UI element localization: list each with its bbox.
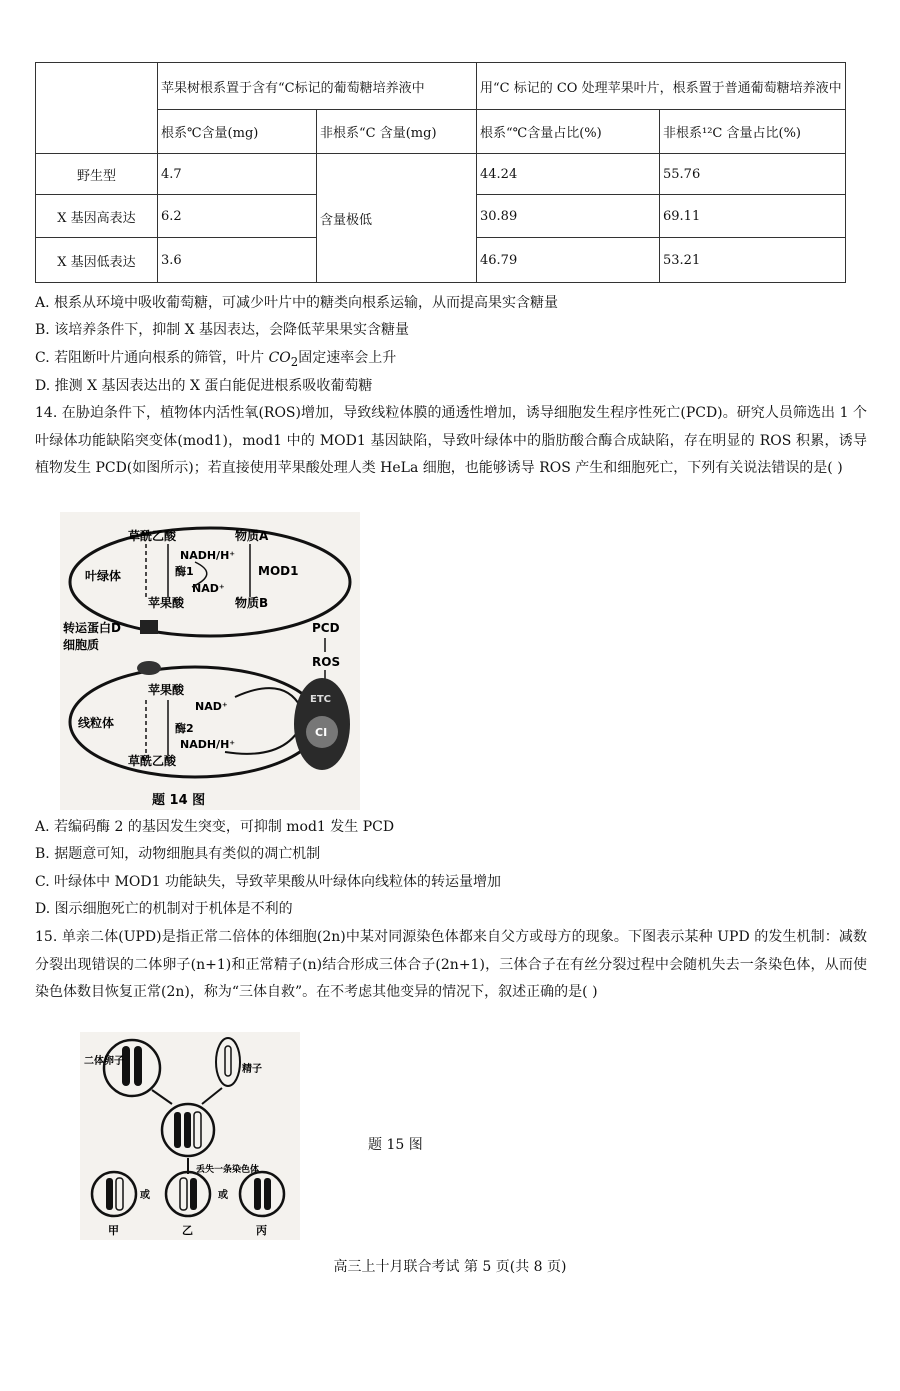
experiment-table: [35, 62, 846, 283]
q15-stem: 15. 单亲二体(UPD)是指正常二倍体的体细胞(2n)中某对同源染色体都来自父方或母方的现象。下图表示某种 UPD 的发生机制：减数分裂出现错误的二体卵子(n+1)和正常精子(n)结合形成三体合子(2n+1)，三体合子在有丝分裂过程中会随机失去一条染色体，从而使染色体数目恢复正常(2n)，称为“三体自救”。在不考虑其他变异的情况下，叙述正确的是( ): [35, 929, 867, 1000]
fig15-jia: 甲: [108, 1224, 119, 1237]
fig14-enzyme-2: 酶2: [175, 722, 194, 735]
egg-cell: [104, 1040, 160, 1096]
row-label: X 基因低表达: [36, 238, 158, 283]
cell: 30.89: [477, 195, 660, 238]
fig15-caption: 题 15 图: [368, 1137, 423, 1153]
q14-option-c: C. 叶绿体中 MOD1 功能缺失，导致苹果酸从叶绿体向线粒体的转运量增加: [35, 874, 501, 890]
arrow-sperm: [202, 1088, 222, 1104]
bing-chromosome-2: [264, 1178, 271, 1210]
arrow-curved-2: [225, 688, 305, 754]
cell: 6.2: [158, 195, 317, 238]
zygote-chromosome-3: [194, 1112, 201, 1148]
zygote-chromosome-2: [184, 1112, 191, 1148]
transporter-d-box: [140, 620, 158, 634]
page-footer: 高三上十月联合考试 第 5 页(共 8 页): [333, 1259, 567, 1275]
table-row: [36, 154, 846, 195]
fig15-lose-label: 丢失一条染色体: [196, 1165, 260, 1175]
sperm-chromosome: [225, 1046, 231, 1076]
fig14-mito-label: 线粒体: [78, 716, 115, 730]
fig14-enzyme-1: 酶1: [175, 565, 194, 578]
jia-chromosome-1: [106, 1178, 113, 1210]
fig14-nadh-1: NADH/H⁺: [180, 549, 236, 562]
q13-option-c-text: C. 若阻断叶片通向根系的筛管，叶片: [35, 350, 269, 366]
fig15-or-1: 或: [140, 1190, 150, 1201]
fig15-sperm-label: 精子: [242, 1064, 262, 1075]
fig15-yi: 乙: [182, 1224, 193, 1237]
transporter-blob: [137, 661, 161, 675]
q14-stem: 14. 在胁迫条件下，植物体内活性氧(ROS)增加，导致线粒体膜的通透性增加，诱导细胞发生程序性死亡(PCD)。研究人员筛选出 1 个叶绿体功能缺陷突变体(mod1)，mod1 中的 MOD1 基因缺陷，导致叶绿体中的脂肪酸合酶合成缺陷，存在明显的 ROS 积累，诱导植物发生 PCD(如图所示)；若直接使用苹果酸处理人类 HeLa 细胞，也能够诱导 ROS 产生和细胞死亡，下列有关说法错误的是( ): [35, 405, 867, 476]
table-group2-header: 用“C 标记的 CO 处理苹果叶片，根系置于普通葡萄糖培养液中: [477, 63, 846, 110]
q13-option-c: [35, 348, 396, 372]
fig14-etc: ETC: [310, 694, 331, 705]
cell: 69.11: [660, 195, 846, 238]
figure-15: [80, 1032, 300, 1240]
row-label: 野生型: [36, 154, 158, 195]
cell-yi: [166, 1172, 210, 1216]
cell: 44.24: [477, 154, 660, 195]
co2-formula: CO: [268, 350, 291, 366]
q13-option-a: A. 根系从环境中吸收葡萄糖，可减少叶片中的糖类向根系运输，从而提高果实含糖量: [35, 295, 559, 311]
figure-14-diagram: [60, 512, 360, 810]
q13-option-d: D. 推测 X 基因表达出的 X 蛋白能促进根系吸收葡萄糖: [35, 378, 373, 394]
cell: 3.6: [158, 238, 317, 283]
fig14-substance-b: 物质B: [235, 596, 269, 610]
fig14-ros: ROS: [312, 655, 341, 669]
fig14-ci: CI: [315, 726, 328, 739]
arrow-egg: [152, 1090, 172, 1104]
yi-chromosome-2: [190, 1178, 197, 1210]
zygote-chromosome-1: [174, 1112, 181, 1148]
table-col-nonroot-pct: 非根系¹²C 含量占比(%): [660, 110, 846, 154]
row-label: X 基因高表达: [36, 195, 158, 238]
figure-15-diagram: [80, 1032, 300, 1240]
table-col-root-mg: 根系℃含量(mg): [158, 110, 317, 154]
figure-14: [60, 512, 360, 810]
yi-chromosome-1: [180, 1178, 187, 1210]
fig14-oxaloacetate-bottom: 草酰乙酸: [128, 754, 177, 768]
jia-chromosome-2: [116, 1178, 123, 1210]
fig14-nad-2: NAD⁺: [195, 700, 228, 713]
fig14-transporter: 转运蛋白D: [63, 621, 121, 635]
table-corner-cell: [36, 63, 158, 154]
fig14-chloroplast-label: 叶绿体: [85, 569, 122, 583]
q14-option-d: D. 图示细胞死亡的机制对于机体是不利的: [35, 901, 293, 917]
fig15-or-2: 或: [218, 1190, 228, 1201]
cell: 46.79: [477, 238, 660, 283]
table-col-nonroot-mg: 非根系“C 含量(mg): [317, 110, 477, 154]
fig14-nadh-2: NADH/H⁺: [180, 738, 236, 751]
fig14-mod1: MOD1: [258, 564, 299, 578]
cell-bing: [240, 1172, 284, 1216]
q14-option-a: A. 若编码酶 2 的基因发生突变，可抑制 mod1 发生 PCD: [35, 819, 395, 835]
fig14-malate-bottom: 苹果酸: [148, 683, 185, 697]
fig14-substance-a: 物质A: [235, 529, 269, 543]
fig14-cytoplasm: 细胞质: [63, 638, 100, 652]
cell-jia: [92, 1172, 136, 1216]
cell: 55.76: [660, 154, 846, 195]
q14-option-b: B. 据题意可知，动物细胞具有类似的凋亡机制: [35, 846, 321, 862]
q13-option-c-tail: 固定速率会上升: [298, 350, 397, 366]
cell: 53.21: [660, 238, 846, 283]
fig14-pcd: PCD: [312, 621, 340, 635]
fig14-nad-1: NAD⁺: [192, 582, 225, 595]
cell: 4.7: [158, 154, 317, 195]
q13-option-b: B. 该培养条件下，抑制 X 基因表达，会降低苹果果实含糖量: [35, 322, 410, 338]
bing-chromosome-1: [254, 1178, 261, 1210]
co2-subscript: 2: [290, 354, 299, 369]
fig15-egg-label: 二体卵子: [84, 1056, 124, 1067]
fig15-bing: 丙: [256, 1224, 267, 1237]
egg-chromosome-2: [134, 1046, 142, 1086]
merged-cell: 含量极低: [317, 154, 477, 283]
fig14-caption: 题 14 图: [152, 793, 206, 808]
fig14-oxaloacetate-top: 草酰乙酸: [128, 529, 177, 543]
sperm-cell: [216, 1038, 240, 1086]
fig14-malate-top: 苹果酸: [148, 596, 185, 610]
table-group1-header: 苹果树根系置于含有“C标记的葡萄糖培养液中: [158, 63, 477, 110]
table-col-root-pct: 根系“℃含量占比(%): [477, 110, 660, 154]
